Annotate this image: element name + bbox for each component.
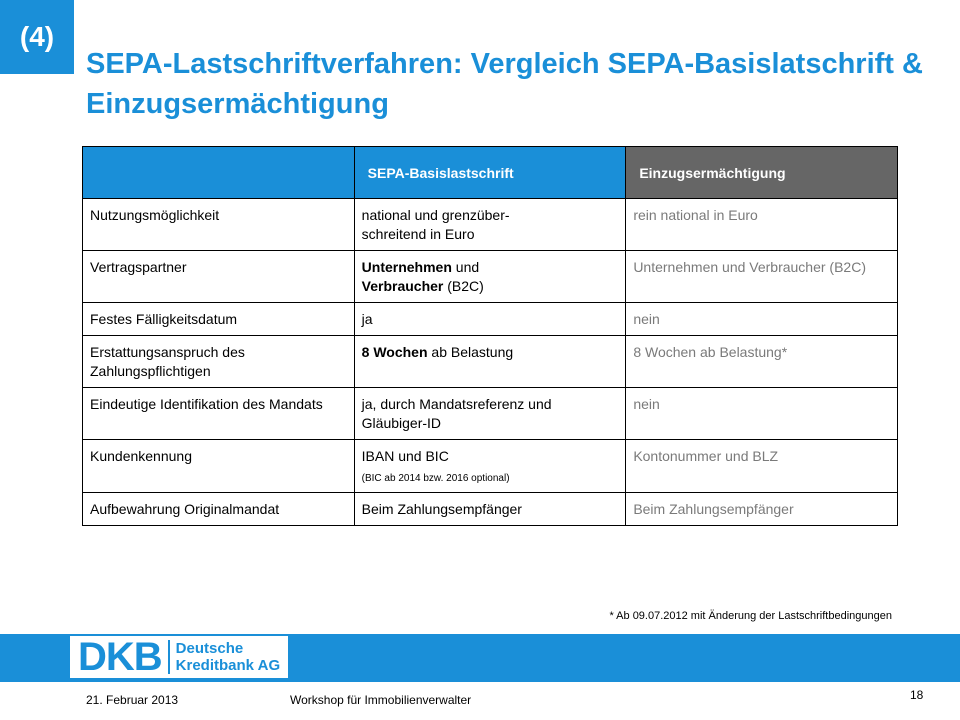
cell-text: IBAN und BIC	[361, 448, 449, 464]
comparison-table	[82, 146, 898, 526]
row-label: Vertragspartner	[83, 251, 355, 303]
logo-line1: Deutsche	[175, 640, 244, 657]
table-row	[83, 493, 898, 526]
sepa-cell: national und grenzüber- schreitend in Euro	[354, 199, 626, 251]
bold-term: Unternehmen	[361, 259, 452, 275]
table-row	[83, 251, 898, 303]
sepa-cell	[354, 336, 626, 388]
einzug-cell: Unternehmen und Verbraucher (B2C)	[626, 251, 898, 303]
page-number: 18	[910, 688, 924, 702]
row-label: Aufbewahrung Originalmandat	[83, 493, 355, 526]
logo-mark: DKB	[78, 635, 162, 679]
table-row	[83, 336, 898, 388]
header-empty-cell	[83, 147, 355, 199]
einzug-cell: 8 Wochen ab Belastung*	[626, 336, 898, 388]
row-label: Festes Fälligkeitsdatum	[83, 303, 355, 336]
footnote: * Ab 09.07.2012 mit Änderung der Lastschriftbedingungen	[609, 610, 892, 622]
bold-term: 8 Wochen	[361, 344, 428, 360]
einzug-cell: Beim Zahlungsempfänger	[626, 493, 898, 526]
row-label: Kundenkennung	[83, 440, 355, 493]
sepa-cell: Beim Zahlungsempfänger	[354, 493, 626, 526]
sepa-cell	[354, 440, 626, 493]
bold-term: Verbraucher	[361, 278, 444, 294]
logo-wordmark	[176, 640, 280, 674]
table-row	[83, 440, 898, 493]
table-header-row	[83, 147, 898, 199]
logo-line2: Kreditbank AG	[175, 657, 281, 674]
header-einzugsermaechtigung: Einzugsermächtigung	[626, 147, 898, 199]
footer-workshop: Workshop für Immobilienverwalter	[290, 693, 472, 707]
cell-text: ab Belastung	[427, 344, 514, 360]
einzug-cell: nein	[626, 388, 898, 440]
table-row	[83, 303, 898, 336]
cell-text: und	[451, 259, 480, 275]
footer-date: 21. Februar 2013	[86, 693, 179, 707]
einzug-cell: Kontonummer und BLZ	[626, 440, 898, 493]
section-number-badge: (4)	[0, 0, 74, 74]
einzug-cell: nein	[626, 303, 898, 336]
einzug-cell: rein national in Euro	[626, 199, 898, 251]
row-label: Eindeutige Identifikation des Mandats	[83, 388, 355, 440]
logo-divider	[168, 640, 170, 674]
sepa-cell: ja, durch Mandatsreferenz und Gläubiger-ID	[354, 388, 626, 440]
table-row	[83, 199, 898, 251]
slide-title: SEPA-Lastschriftverfahren: Vergleich SEPA-Basislatschrift & Einzugsermächtigung	[86, 48, 923, 120]
cell-text: (B2C)	[443, 278, 484, 294]
sepa-cell	[354, 251, 626, 303]
row-label: Nutzungsmöglichkeit	[83, 199, 355, 251]
table-row	[83, 388, 898, 440]
dkb-logo	[70, 636, 288, 678]
sepa-cell: ja	[354, 303, 626, 336]
row-label: Erstattungsanspruch des Zahlungspflichtigen	[83, 336, 355, 388]
header-sepa: SEPA-Basislastschrift	[354, 147, 626, 199]
bic-note: (BIC ab 2014 bzw. 2016 optional)	[361, 473, 510, 484]
